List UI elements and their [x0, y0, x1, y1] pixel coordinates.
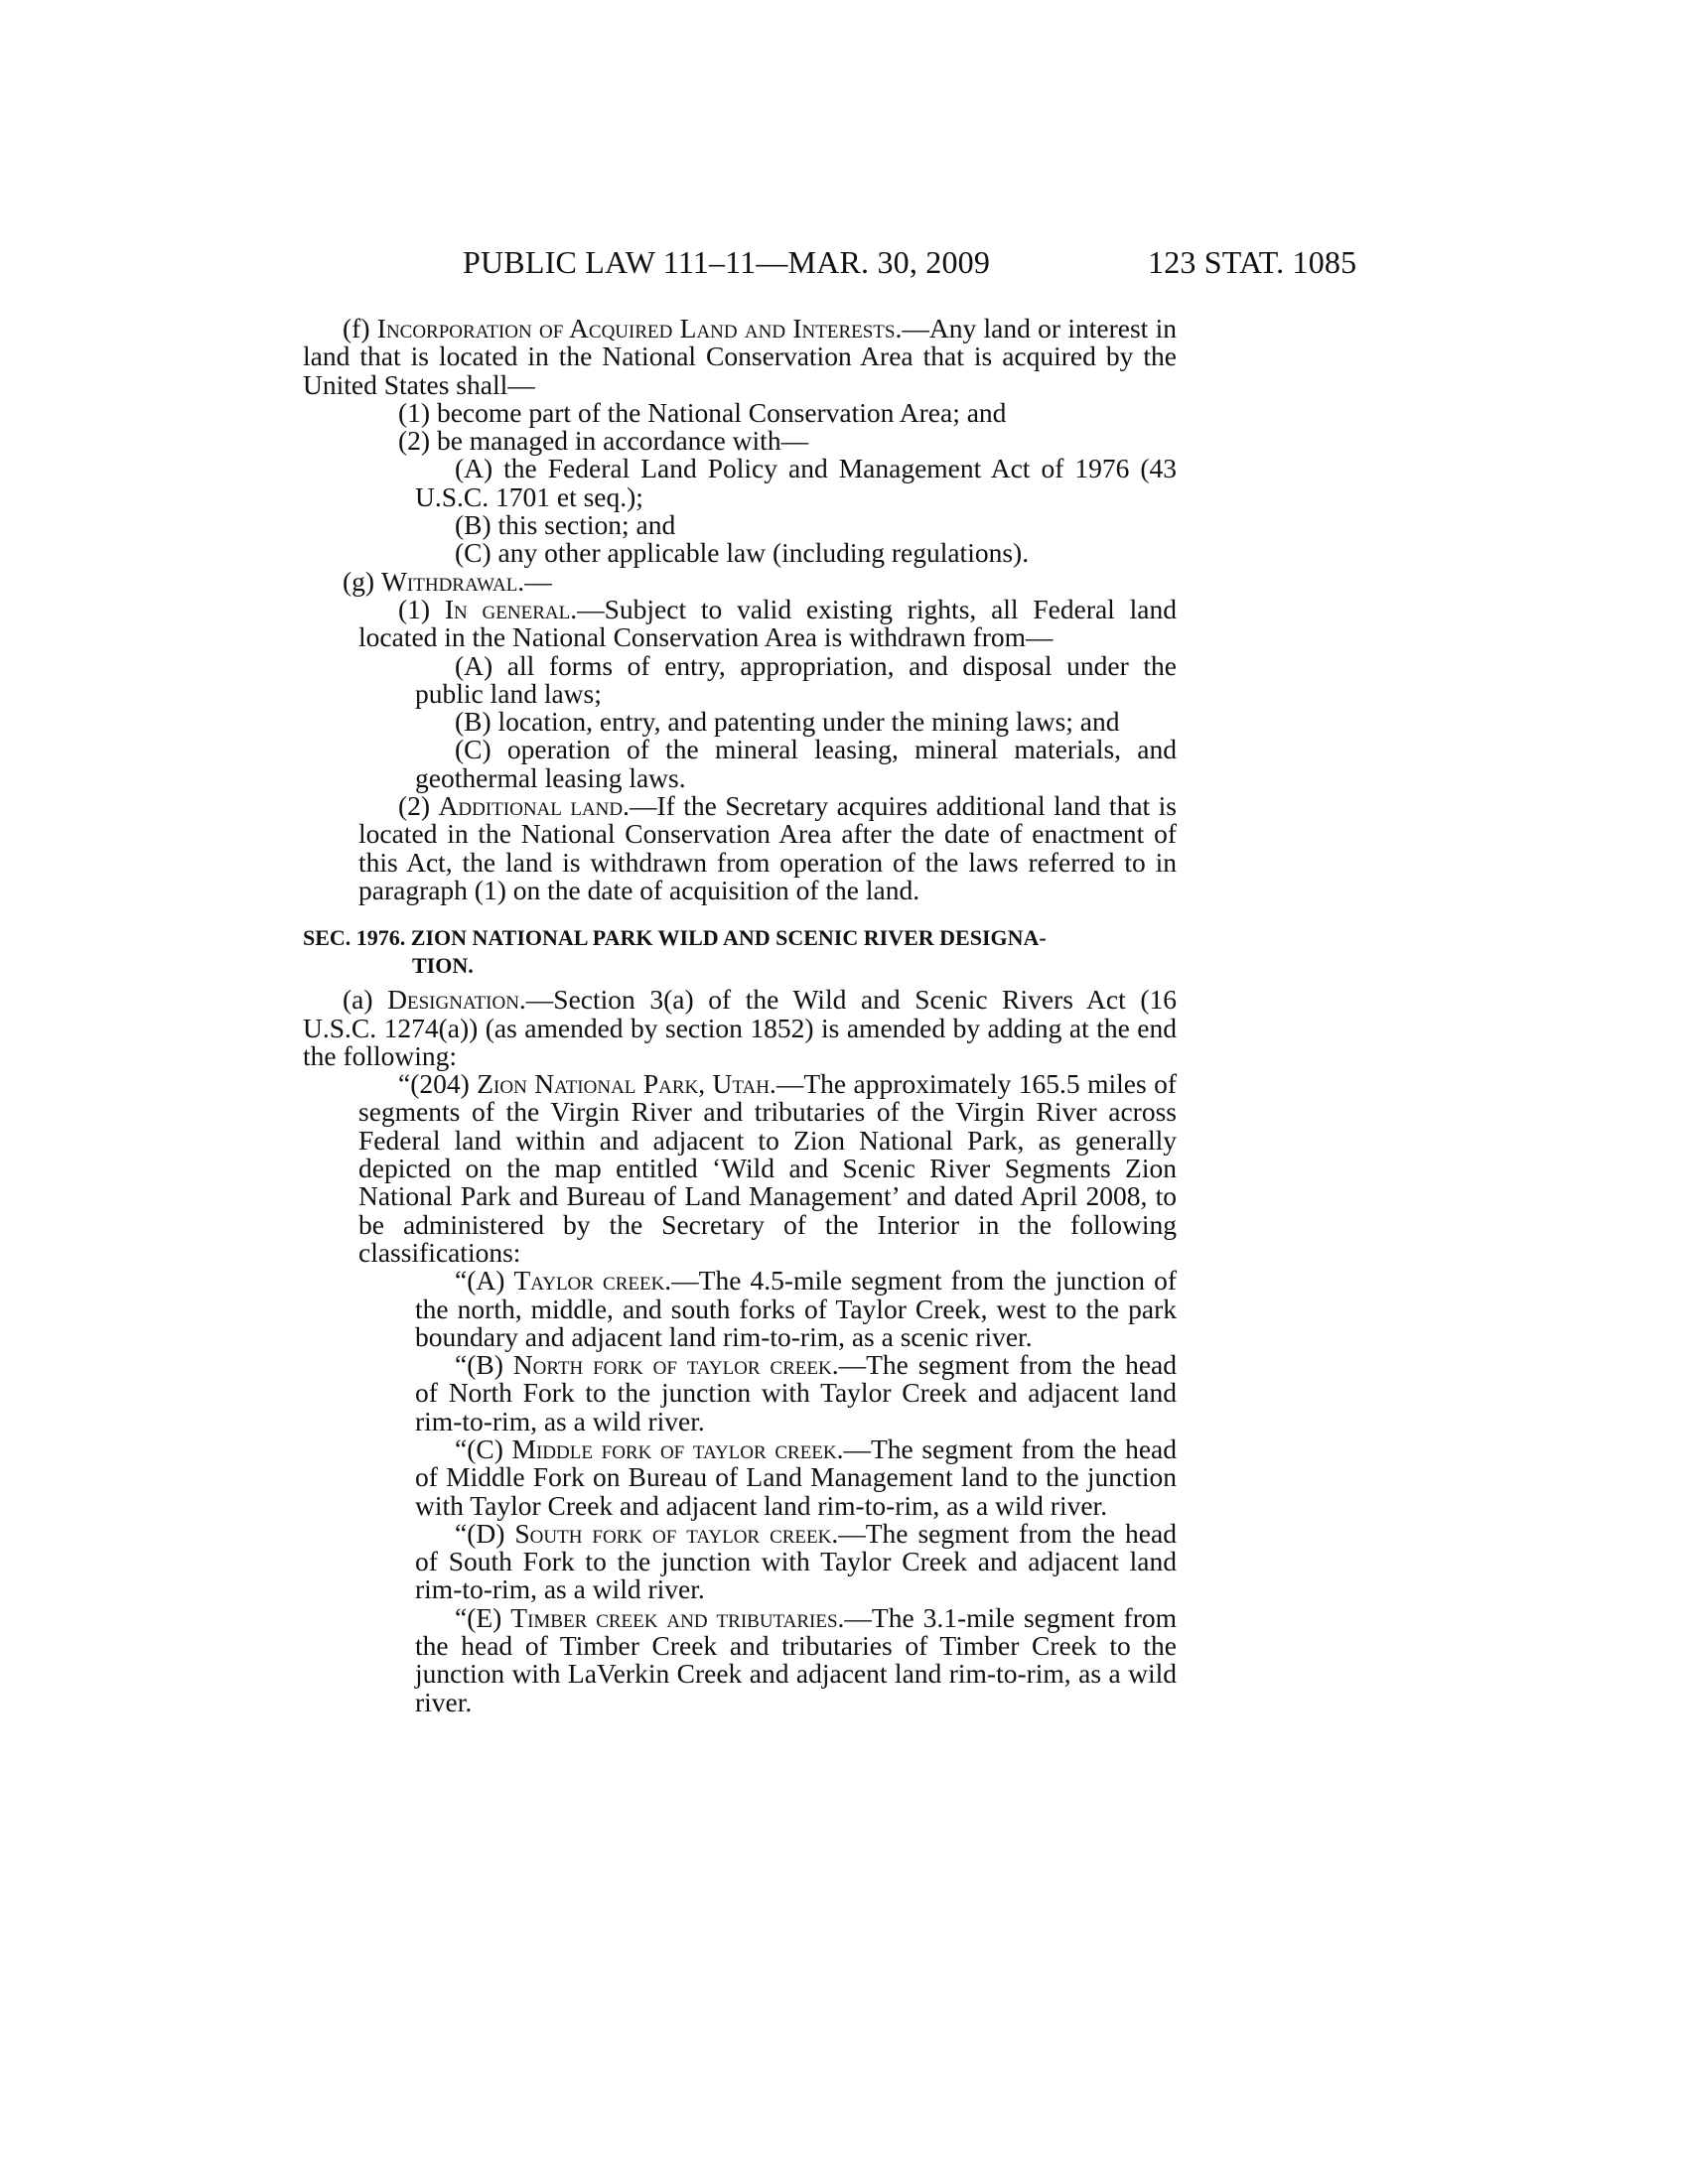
river-segment-item	[303, 1601, 1177, 1717]
section-heading	[303, 924, 1177, 980]
item-heading: Timber creek and tributaries.	[510, 1601, 845, 1633]
item-label: “(C)	[455, 1433, 512, 1464]
paragraph-f-1: (1) become part of the National Conservation Area; and	[398, 396, 1007, 428]
paragraph-f-2: (2) be managed in accordance with—	[398, 425, 809, 457]
item-text: —The segment from the head of North Fork to the junction with Taylor Creek and adjacent land rim-to-rim, as a wild river.	[415, 1349, 1177, 1436]
subsection-dash: —	[524, 565, 552, 597]
paragraph-label: (1)	[398, 593, 445, 624]
item-heading: South fork of taylor creek.	[514, 1517, 839, 1549]
subparagraph-g-1-b: (B) location, entry, and patenting under the mining laws; and	[455, 706, 1120, 738]
item-label: “(A)	[455, 1265, 514, 1297]
section-title-line-1: SEC. 1976. ZION NATIONAL PARK WILD AND SCENIC RIVER DESIGNA-	[303, 925, 1047, 951]
subsection-heading: Withdrawal.	[380, 565, 525, 597]
subparagraph-f-2-a: (A) the Federal Land Policy and Management Act of 1976 (43 U.S.C. 1701 et seq.);	[415, 453, 1177, 512]
paragraph-label: “(204)	[398, 1068, 478, 1100]
page-citation: 123 STAT. 1085	[1148, 244, 1357, 280]
river-segment-item	[303, 1351, 1177, 1435]
subparagraph-f-2-b: (B) this section; and	[455, 509, 676, 541]
paragraph-label: (2)	[398, 790, 439, 822]
item-heading: Middle fork of taylor creek.	[511, 1433, 844, 1464]
subparagraph-f-2-c: (C) any other applicable law (including regulations).	[455, 537, 1030, 569]
paragraph-g-2	[303, 792, 1177, 904]
subsection-label: (g)	[343, 565, 381, 597]
subsection-heading: Designation.	[387, 984, 526, 1016]
paragraph-204	[303, 1070, 1177, 1267]
item-label: “(B)	[455, 1349, 513, 1381]
subparagraph-g-1-a: (A) all forms of entry, appropriation, and disposal under the public land laws;	[415, 649, 1177, 709]
paragraph-heading: In general.	[444, 593, 578, 624]
subsection-heading: Incorporation of Acquired Land and Interests.	[376, 313, 903, 343]
river-segment-item	[303, 1267, 1177, 1351]
paragraph-heading: Zion National Park, Utah.	[477, 1068, 776, 1100]
item-text: —The 3.1-mile segment from the head of Timber Creek and tributaries of Timber Creek to the junction with LaVerkin Creek and adjacent land rim-to-rim, as a wild river.	[415, 1601, 1177, 1717]
item-text: —The segment from the head of South Fork to the junction with Taylor Creek and adjacent land rim-to-rim, as a wild river.	[415, 1517, 1177, 1605]
item-text: —The segment from the head of Middle Fork on Bureau of Land Management land to the junction with Taylor Creek and adjacent land rim-to-rim, as a wild river.	[415, 1433, 1177, 1521]
subsection-text: —Any land or interest in land that is located in the National Conservation Area that is acquired by the United States shall—	[303, 313, 1177, 400]
subparagraph-g-1-c: (C) operation of the mineral leasing, mineral materials, and geothermal leasing laws.	[415, 734, 1177, 793]
subsection-label: (f)	[343, 313, 377, 343]
subsection-g	[303, 565, 1177, 597]
subsection-text: —Section 3(a) of the Wild and Scenic Rivers Act (16 U.S.C. 1274(a)) (as amended by section 1852) is amended by adding at the end the following:	[303, 984, 1177, 1071]
subsection-label: (a)	[343, 984, 388, 1016]
item-text: —The 4.5-mile segment from the junction of the north, middle, and south forks of Taylor Creek, west to the park boundary and adjacent land rim-to-rim, as a scenic river.	[415, 1265, 1177, 1352]
running-header-title: PUBLIC LAW 111–11—MAR. 30, 2009	[463, 244, 991, 280]
paragraph-g-1	[303, 593, 1177, 653]
river-segment-item	[303, 1517, 1177, 1605]
subsection-a	[303, 986, 1177, 1070]
document-body	[303, 315, 1177, 1716]
item-heading: Taylor creek.	[513, 1265, 672, 1297]
item-label: “(D)	[455, 1517, 515, 1549]
paragraph-text: —If the Secretary acquires additional land that is located in the National Conservation Area after the date of enactment of this Act, the land is withdrawn from operation of the laws referred to in paragraph (1) on the date of acquisition of the land.	[358, 790, 1177, 905]
paragraph-heading: Additional land.	[438, 790, 630, 822]
item-heading: North fork of taylor creek.	[512, 1349, 839, 1381]
paragraph-text: —Subject to valid existing rights, all Federal land located in the National Conservation Area is withdrawn from—	[358, 593, 1177, 653]
river-segment-item	[303, 1435, 1177, 1520]
paragraph-text: —The approximately 165.5 miles of segments of the Virgin River and tributaries of the Virgin River across Federal land within and adjacent to Zion National Park, as generally depicted on the map entitled ‘Wild and Scenic River Segments Zion National Park and Bureau of Land Management’ and dated April 2008, to be administered by the Secretary of the Interior in the following classifications:	[358, 1068, 1177, 1268]
section-title-line-2: TION.	[412, 953, 474, 979]
item-label: “(E)	[455, 1601, 511, 1633]
subsection-f	[303, 315, 1177, 399]
